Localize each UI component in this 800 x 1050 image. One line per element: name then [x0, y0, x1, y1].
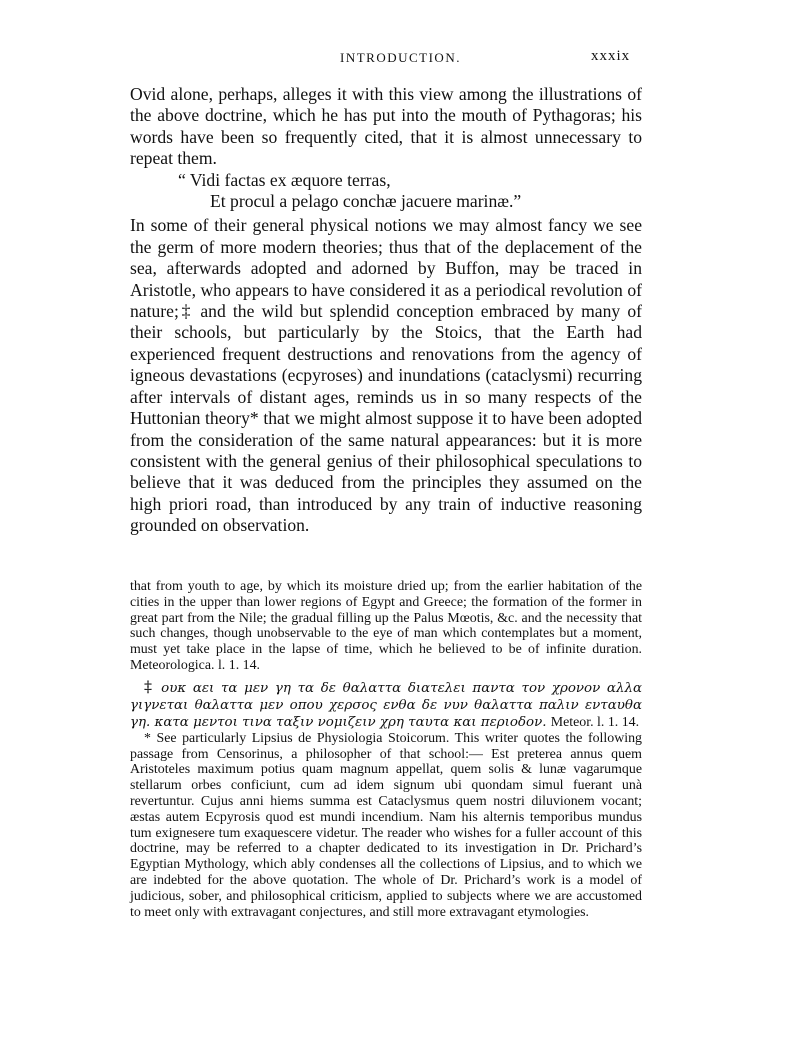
- double-dagger-marker: ‡: [144, 676, 155, 696]
- greek-quotation: ουκ αει τα μεν γη τα δε θαλαττα διατελει παντα τον χρονον αλλα γιγνεται θαλαττα μεν οπου χερσος ενθα δε νυν θαλαττα παλιν ενταυθα γη. κατα μεντοι τινα ταξιν νομιζειν χρη ταυτα και περιοδον.: [130, 680, 642, 730]
- latin-quotation: [130, 170, 642, 213]
- quote-line: Et procul a pelago conchæ jacuere marinæ.”: [210, 191, 522, 212]
- paragraph-ovid: Ovid alone, perhaps, alleges it with this view among the illustrations of the above doctrine, which he has put into the mouth of Pythagoras; his words have been so frequently cited, that it is almost unnecessary to repeat them.: [130, 84, 642, 169]
- quote-line: “ Vidi factas ex æquore terras,: [178, 169, 391, 190]
- footnote-double-dagger: [130, 678, 642, 731]
- footnotes: [130, 579, 642, 920]
- running-title: INTRODUCTION.: [340, 50, 461, 65]
- main-text: [130, 84, 642, 537]
- page-number: xxxix: [591, 48, 631, 64]
- greek-citation: Meteor. l. 1. 14.: [550, 714, 640, 730]
- footnote-asterisk: * See particularly Lipsius de Physiologia Stoicorum. This writer quotes the following passage from Censorinus, a philosopher of that school:— Est preterea annus quem Aristoteles maximum potius quam magnum appellat, quem solis & lunæ vagarumque stellarum orbes conficiunt, cum ad idem signum ubi quondam simul fuerant unà revertuntur. Cujus anni hiems summa est Cataclysmus quem nostri diluvionem vocant; æstas autem Ecpyrosis quod est mundi incendium. Nam his alternis temporibus mundus tum exignesere tum exaquescere videtur. The reader who wishes for a fuller account of this doctrine, may be referred to a chapter dedicated to its investigation in Dr. Prichard’s Egyptian Mythology, which ably condenses all the collections of Lipsius, and to which we are indebted for the above quotation. The whole of Dr. Prichard’s work is a model of judicious, sober, and philosophical criticism, applied to subjects where we are accustomed to meet only with extravagant conjectures, and still more extravagant etymologies.: [130, 730, 642, 920]
- footnote-continued: that from youth to age, by which its moisture dried up; from the earlier habitation of the cities in the upper than lower regions of Egypt and Greece; the formation of the former in great part from the Nile; the gradual filling up the Palus Mœotis, &c. and the necessity that such changes, though unobservable to the eye of man which contemplates but a moment, must yet take place in the lapse of time, which he believed to be of infinite duration. Meteorologica. l. 1. 14.: [130, 579, 642, 673]
- paragraph-physical-notions: In some of their general physical notions we may almost fancy we see the germ of more modern theories; thus that of the deplacement of the sea, afterwards adopted and adorned by Buffon, may be traced in Aristotle, who appears to have considered it as a periodical revolution of nature;‡ and the wild but splendid conception embraced by many of their schools, but particularly by the Stoics, that the Earth had experienced frequent destructions and renovations from the agency of igneous devastations (ecpyroses) and inundations (cataclysmi) recurring after intervals of distant ages, reminds us in so many respects of the Huttonian theory* that we might almost suppose it to have been adopted from the consideration of the same natural appearances: but it is more consistent with the general genius of their philosophical speculations to believe that it was deduced from the principles they assumed on the high priori road, than introduced by any train of inductive reasoning grounded on observation.: [130, 215, 642, 536]
- running-head: [0, 50, 800, 72]
